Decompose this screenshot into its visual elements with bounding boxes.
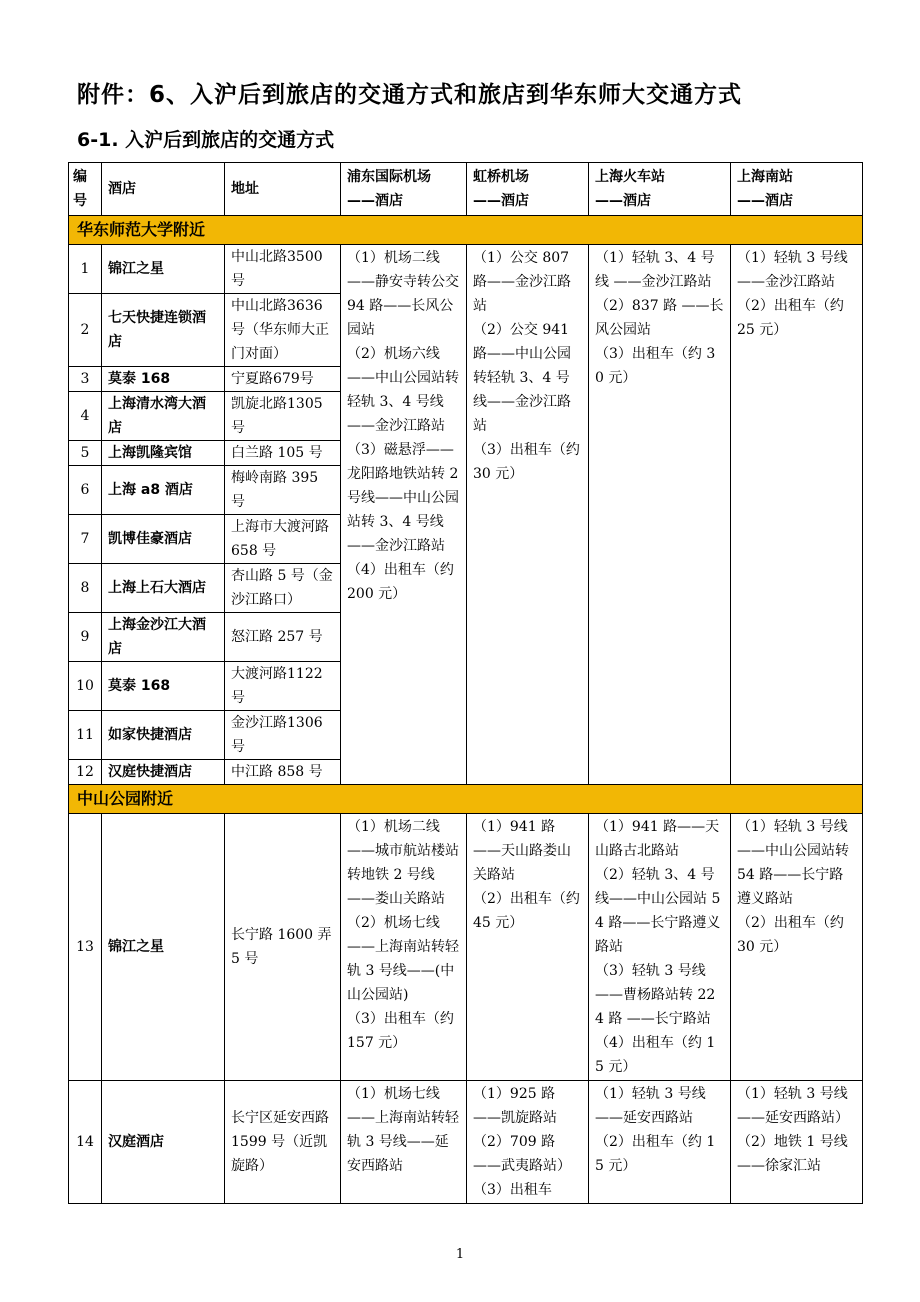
route-railway-item: （4）出租车（约 15 元） xyxy=(595,1035,716,1075)
hotel-name: 莫泰 168 xyxy=(102,662,225,711)
route-south-item: （1）轻轨 3 号线——中山公园站转 54 路——长宁路遵义路站 xyxy=(737,819,849,907)
hotel-name: 上海 a8 酒店 xyxy=(102,466,225,515)
route-railway xyxy=(589,1081,731,1204)
hotel-number: 12 xyxy=(69,760,102,785)
route-hongqiao-item: （2）出租车（约 45 元） xyxy=(473,891,580,931)
route-hongqiao-ecnu xyxy=(467,245,589,785)
route-railway-item: （1）轻轨 3 号线——延安西路站 xyxy=(595,1086,706,1126)
header-hotel: 酒店 xyxy=(102,163,225,216)
route-railway-ecnu-item: （3）出租车（约 30 元） xyxy=(595,346,716,386)
header-south-line2: ——酒店 xyxy=(737,193,793,209)
hotel-address: 中山北路3500号 xyxy=(225,245,341,294)
route-railway-item: （3）轻轨 3 号线——曹杨路站转 224 路 ——长宁路站 xyxy=(595,963,716,1027)
page-title: 附件：6、入沪后到旅店的交通方式和旅店到华东师大交通方式 xyxy=(77,82,743,108)
header-no: 编号 xyxy=(69,163,102,216)
hotel-name: 如家快捷酒店 xyxy=(102,711,225,760)
route-south-ecnu-item: （1）轻轨 3 号线——金沙江路站 xyxy=(737,250,848,290)
page-number: 1 xyxy=(455,1247,465,1262)
hotel-name: 七天快捷连锁酒店 xyxy=(102,294,225,367)
route-hongqiao-item: （1）941 路——天山路娄山关路站 xyxy=(473,819,571,883)
route-hongqiao-ecnu-item: （3）出租车（约 30 元） xyxy=(473,442,580,482)
header-pudong-line1: 浦东国际机场 xyxy=(347,169,431,185)
hotel-name: 莫泰 168 xyxy=(102,367,225,392)
route-hongqiao xyxy=(467,814,589,1081)
section-label-zsgy: 中山公园附近 xyxy=(69,785,863,814)
hotel-address: 大渡河路1122号 xyxy=(225,662,341,711)
hotel-name: 汉庭快捷酒店 xyxy=(102,760,225,785)
hotel-address: 中江路 858 号 xyxy=(225,760,341,785)
header-south-line1: 上海南站 xyxy=(737,169,793,185)
hotel-name: 上海上石大酒店 xyxy=(102,564,225,613)
header-hongqiao-line2: ——酒店 xyxy=(473,193,529,209)
header-railway xyxy=(589,163,731,216)
hotel-address: 长宁路 1600 弄 5 号 xyxy=(225,814,341,1081)
table-row xyxy=(69,245,863,294)
hotel-number: 5 xyxy=(69,441,102,466)
hotel-address: 长宁区延安西路 1599 号（近凯旋路） xyxy=(225,1081,341,1204)
route-pudong-item: （2）机场七线——上海南站转轻轨 3 号线——(中山公园站) xyxy=(347,915,459,1003)
route-south-item: （1）轻轨 3 号线——延安西路站） xyxy=(737,1086,849,1126)
header-railway-line2: ——酒店 xyxy=(595,193,651,209)
route-railway-item: （1）941 路——天山路古北路站 xyxy=(595,819,720,859)
route-pudong-item: （1）机场七线——上海南站转轻轨 3 号线——延安西路站 xyxy=(347,1086,459,1174)
table-body xyxy=(69,216,863,1204)
route-railway-item: （2）轻轨 3、4 号线——中山公园站 54 路——长宁路遵义路站 xyxy=(595,867,721,955)
hotel-number: 14 xyxy=(69,1081,102,1204)
hotel-number: 6 xyxy=(69,466,102,515)
hotel-address: 宁夏路679号 xyxy=(225,367,341,392)
route-pudong-ecnu-item: （1）机场二线——静安寺转公交 94 路——长风公园站 xyxy=(347,250,459,338)
hotel-number: 7 xyxy=(69,515,102,564)
hotel-address: 中山北路3636号（华东师大正门对面） xyxy=(225,294,341,367)
hotel-number: 13 xyxy=(69,814,102,1081)
header-address: 地址 xyxy=(225,163,341,216)
hotel-address: 怒江路 257 号 xyxy=(225,613,341,662)
route-pudong-ecnu-item: （4）出租车（约 200 元） xyxy=(347,562,454,602)
route-pudong-ecnu-item: （2）机场六线——中山公园站转轻轨 3、4 号线——金沙江路站 xyxy=(347,346,459,434)
table-header-row xyxy=(69,163,863,216)
hotel-number: 1 xyxy=(69,245,102,294)
route-pudong-item: （1）机场二线——城市航站楼站转地铁 2 号线——娄山关路站 xyxy=(347,819,459,907)
route-pudong-ecnu-item: （3）磁悬浮——龙阳路地铁站转 2 号线——中山公园站转 3、4 号线——金沙江路站 xyxy=(347,442,459,554)
route-south-ecnu-item: （2）出租车（约 25 元） xyxy=(737,298,844,338)
route-railway-item: （2）出租车（约 15 元） xyxy=(595,1134,716,1174)
header-railway-line1: 上海火车站 xyxy=(595,169,665,185)
hotel-name: 凯博佳豪酒店 xyxy=(102,515,225,564)
route-hongqiao xyxy=(467,1081,589,1204)
hotel-address: 杏山路 5 号（金沙江路口） xyxy=(225,564,341,613)
header-hongqiao-line1: 虹桥机场 xyxy=(473,169,529,185)
route-south-item: （2）地铁 1 号线——徐家汇站 xyxy=(737,1134,848,1174)
table-row xyxy=(69,814,863,1081)
section-row-zsgy xyxy=(69,785,863,814)
route-pudong xyxy=(341,1081,467,1204)
route-pudong-item: （3）出租车（约 157 元） xyxy=(347,1011,454,1051)
route-hongqiao-ecnu-item: （1）公交 807 路——金沙江路站 xyxy=(473,250,571,314)
route-hongqiao-item: （2）709 路——武夷路站） xyxy=(473,1134,571,1174)
hotel-number: 9 xyxy=(69,613,102,662)
route-hongqiao-item: （3）出租车 xyxy=(473,1182,552,1198)
route-south xyxy=(731,1081,863,1204)
section-row-ecnu xyxy=(69,216,863,245)
hotel-number: 3 xyxy=(69,367,102,392)
section-label-ecnu: 华东师范大学附近 xyxy=(69,216,863,245)
hotel-address: 白兰路 105 号 xyxy=(225,441,341,466)
route-hongqiao-ecnu-item: （2）公交 941 路——中山公园转轻轨 3、4 号线——金沙江路站 xyxy=(473,322,571,434)
header-pudong xyxy=(341,163,467,216)
hotel-number: 10 xyxy=(69,662,102,711)
hotel-number: 2 xyxy=(69,294,102,367)
hotel-name: 锦江之星 xyxy=(102,814,225,1081)
header-south xyxy=(731,163,863,216)
route-south xyxy=(731,814,863,1081)
transport-table xyxy=(68,162,863,1204)
hotel-name: 上海凯隆宾馆 xyxy=(102,441,225,466)
route-south-ecnu xyxy=(731,245,863,785)
hotel-address: 凯旋北路1305号 xyxy=(225,392,341,441)
hotel-name: 上海金沙江大酒店 xyxy=(102,613,225,662)
hotel-address: 梅岭南路 395 号 xyxy=(225,466,341,515)
hotel-address: 金沙江路1306号 xyxy=(225,711,341,760)
route-pudong-ecnu xyxy=(341,245,467,785)
hotel-name: 汉庭酒店 xyxy=(102,1081,225,1204)
route-railway-ecnu-item: （1）轻轨 3、4 号线 ——金沙江路站 xyxy=(595,250,715,290)
hotel-number: 11 xyxy=(69,711,102,760)
route-hongqiao-item: （1）925 路——凯旋路站 xyxy=(473,1086,557,1126)
route-railway xyxy=(589,814,731,1081)
route-railway-ecnu-item: （2）837 路 ——长风公园站 xyxy=(595,298,724,338)
hotel-number: 8 xyxy=(69,564,102,613)
route-pudong xyxy=(341,814,467,1081)
header-pudong-line2: ——酒店 xyxy=(347,193,403,209)
section-subtitle: 6-1. 入沪后到旅店的交通方式 xyxy=(77,129,335,151)
hotel-number: 4 xyxy=(69,392,102,441)
hotel-name: 锦江之星 xyxy=(102,245,225,294)
hotel-address: 上海市大渡河路 658 号 xyxy=(225,515,341,564)
route-south-item: （2）出租车（约 30 元） xyxy=(737,915,844,955)
header-hongqiao xyxy=(467,163,589,216)
hotel-name: 上海清水湾大酒店 xyxy=(102,392,225,441)
table-row xyxy=(69,1081,863,1204)
route-railway-ecnu xyxy=(589,245,731,785)
